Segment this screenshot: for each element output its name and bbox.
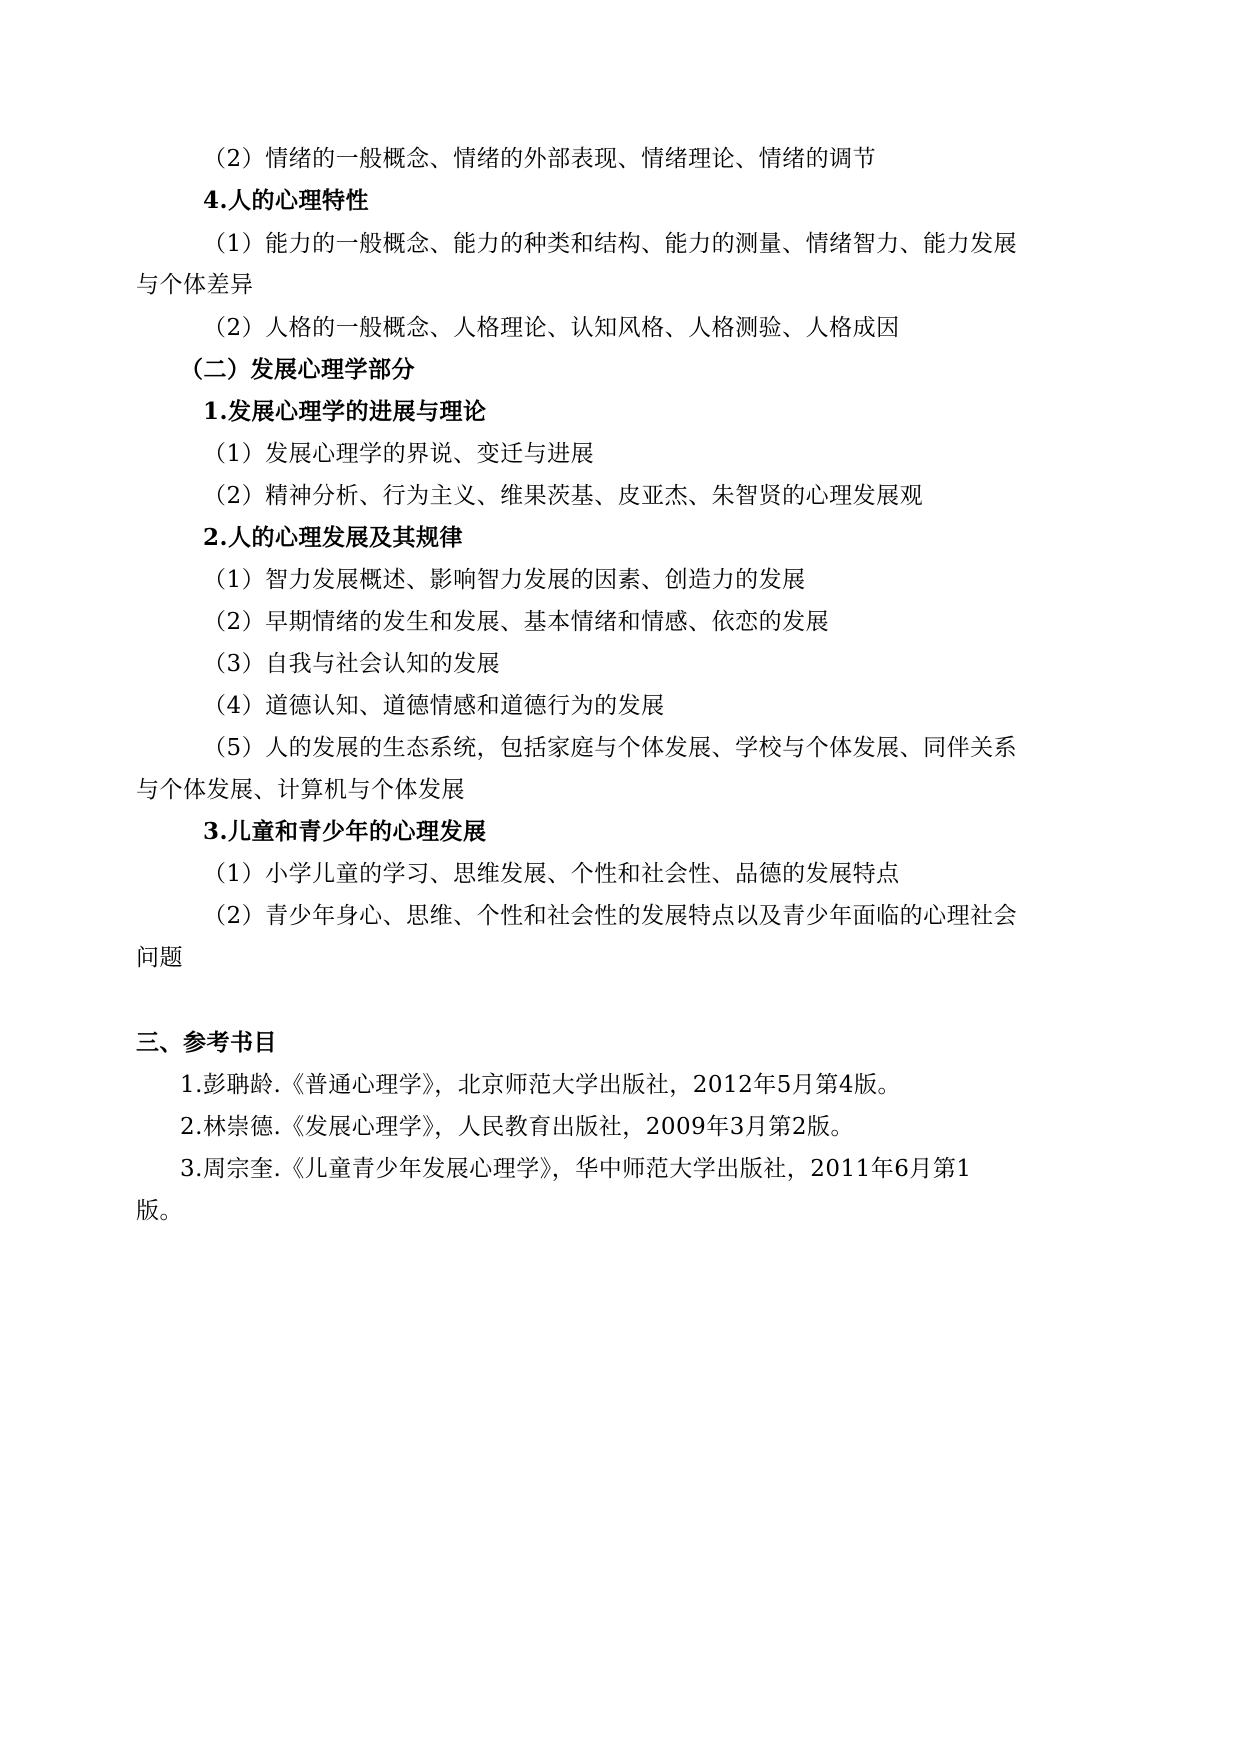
ability-item-1-continued: 与个体差异 [136, 272, 254, 298]
child-youth-item-1: （1）小学儿童的学习、思维发展、个性和社会性、品德的发展特点 [203, 861, 900, 887]
heading-child-youth: 3.儿童和青少年的心理发展 [203, 818, 487, 845]
child-youth-item-2-continued: 问题 [136, 945, 183, 971]
dev-rules-item-3: （3）自我与社会认知的发展 [203, 651, 501, 677]
reference-3: 3.周宗奎.《儿童青少年发展心理学》，华中师范大学出版社，2011年6月第1 [180, 1156, 972, 1182]
dev-rules-item-1: （1）智力发展概述、影响智力发展的因素、创造力的发展 [203, 567, 806, 593]
dev-rules-item-2: （2）早期情绪的发生和发展、基本情绪和情感、依恋的发展 [203, 609, 830, 635]
child-youth-item-2: （2）青少年身心、思维、个性和社会性的发展特点以及青少年面临的心理社会 [203, 903, 1018, 929]
section-developmental-title: （二）发展心理学部分 [180, 356, 415, 383]
heading-dev-rules: 2.人的心理发展及其规律 [203, 524, 464, 551]
reference-1: 1.彭聃龄.《普通心理学》，北京师范大学出版社，2012年5月第4版。 [180, 1072, 902, 1098]
reference-2: 2.林崇德.《发展心理学》，人民教育出版社，2009年3月第2版。 [180, 1114, 855, 1140]
dev-rules-item-5: （5）人的发展的生态系统，包括家庭与个体发展、学校与个体发展、同伴关系 [203, 735, 1018, 761]
dev-rules-item-5-continued: 与个体发展、计算机与个体发展 [136, 777, 465, 803]
reference-3-continued: 版。 [136, 1198, 183, 1224]
dev-rules-item-4: （4）道德认知、道德情感和道德行为的发展 [203, 693, 665, 719]
ability-item-1: （1）能力的一般概念、能力的种类和结构、能力的测量、情绪智力、能力发展 [203, 231, 1018, 257]
dev-progress-item-1: （1）发展心理学的界说、变迁与进展 [203, 441, 595, 467]
personality-item-2: （2）人格的一般概念、人格理论、认知风格、人格测验、人格成因 [203, 315, 900, 341]
heading-psych-traits: 4.人的心理特性 [203, 187, 370, 214]
dev-progress-item-2: （2）精神分析、行为主义、维果茨基、皮亚杰、朱智贤的心理发展观 [203, 483, 924, 509]
heading-dev-progress: 1.发展心理学的进展与理论 [203, 398, 487, 425]
references-title: 三、参考书目 [136, 1029, 277, 1056]
emotion-item-2: （2）情绪的一般概念、情绪的外部表现、情绪理论、情绪的调节 [203, 146, 877, 172]
